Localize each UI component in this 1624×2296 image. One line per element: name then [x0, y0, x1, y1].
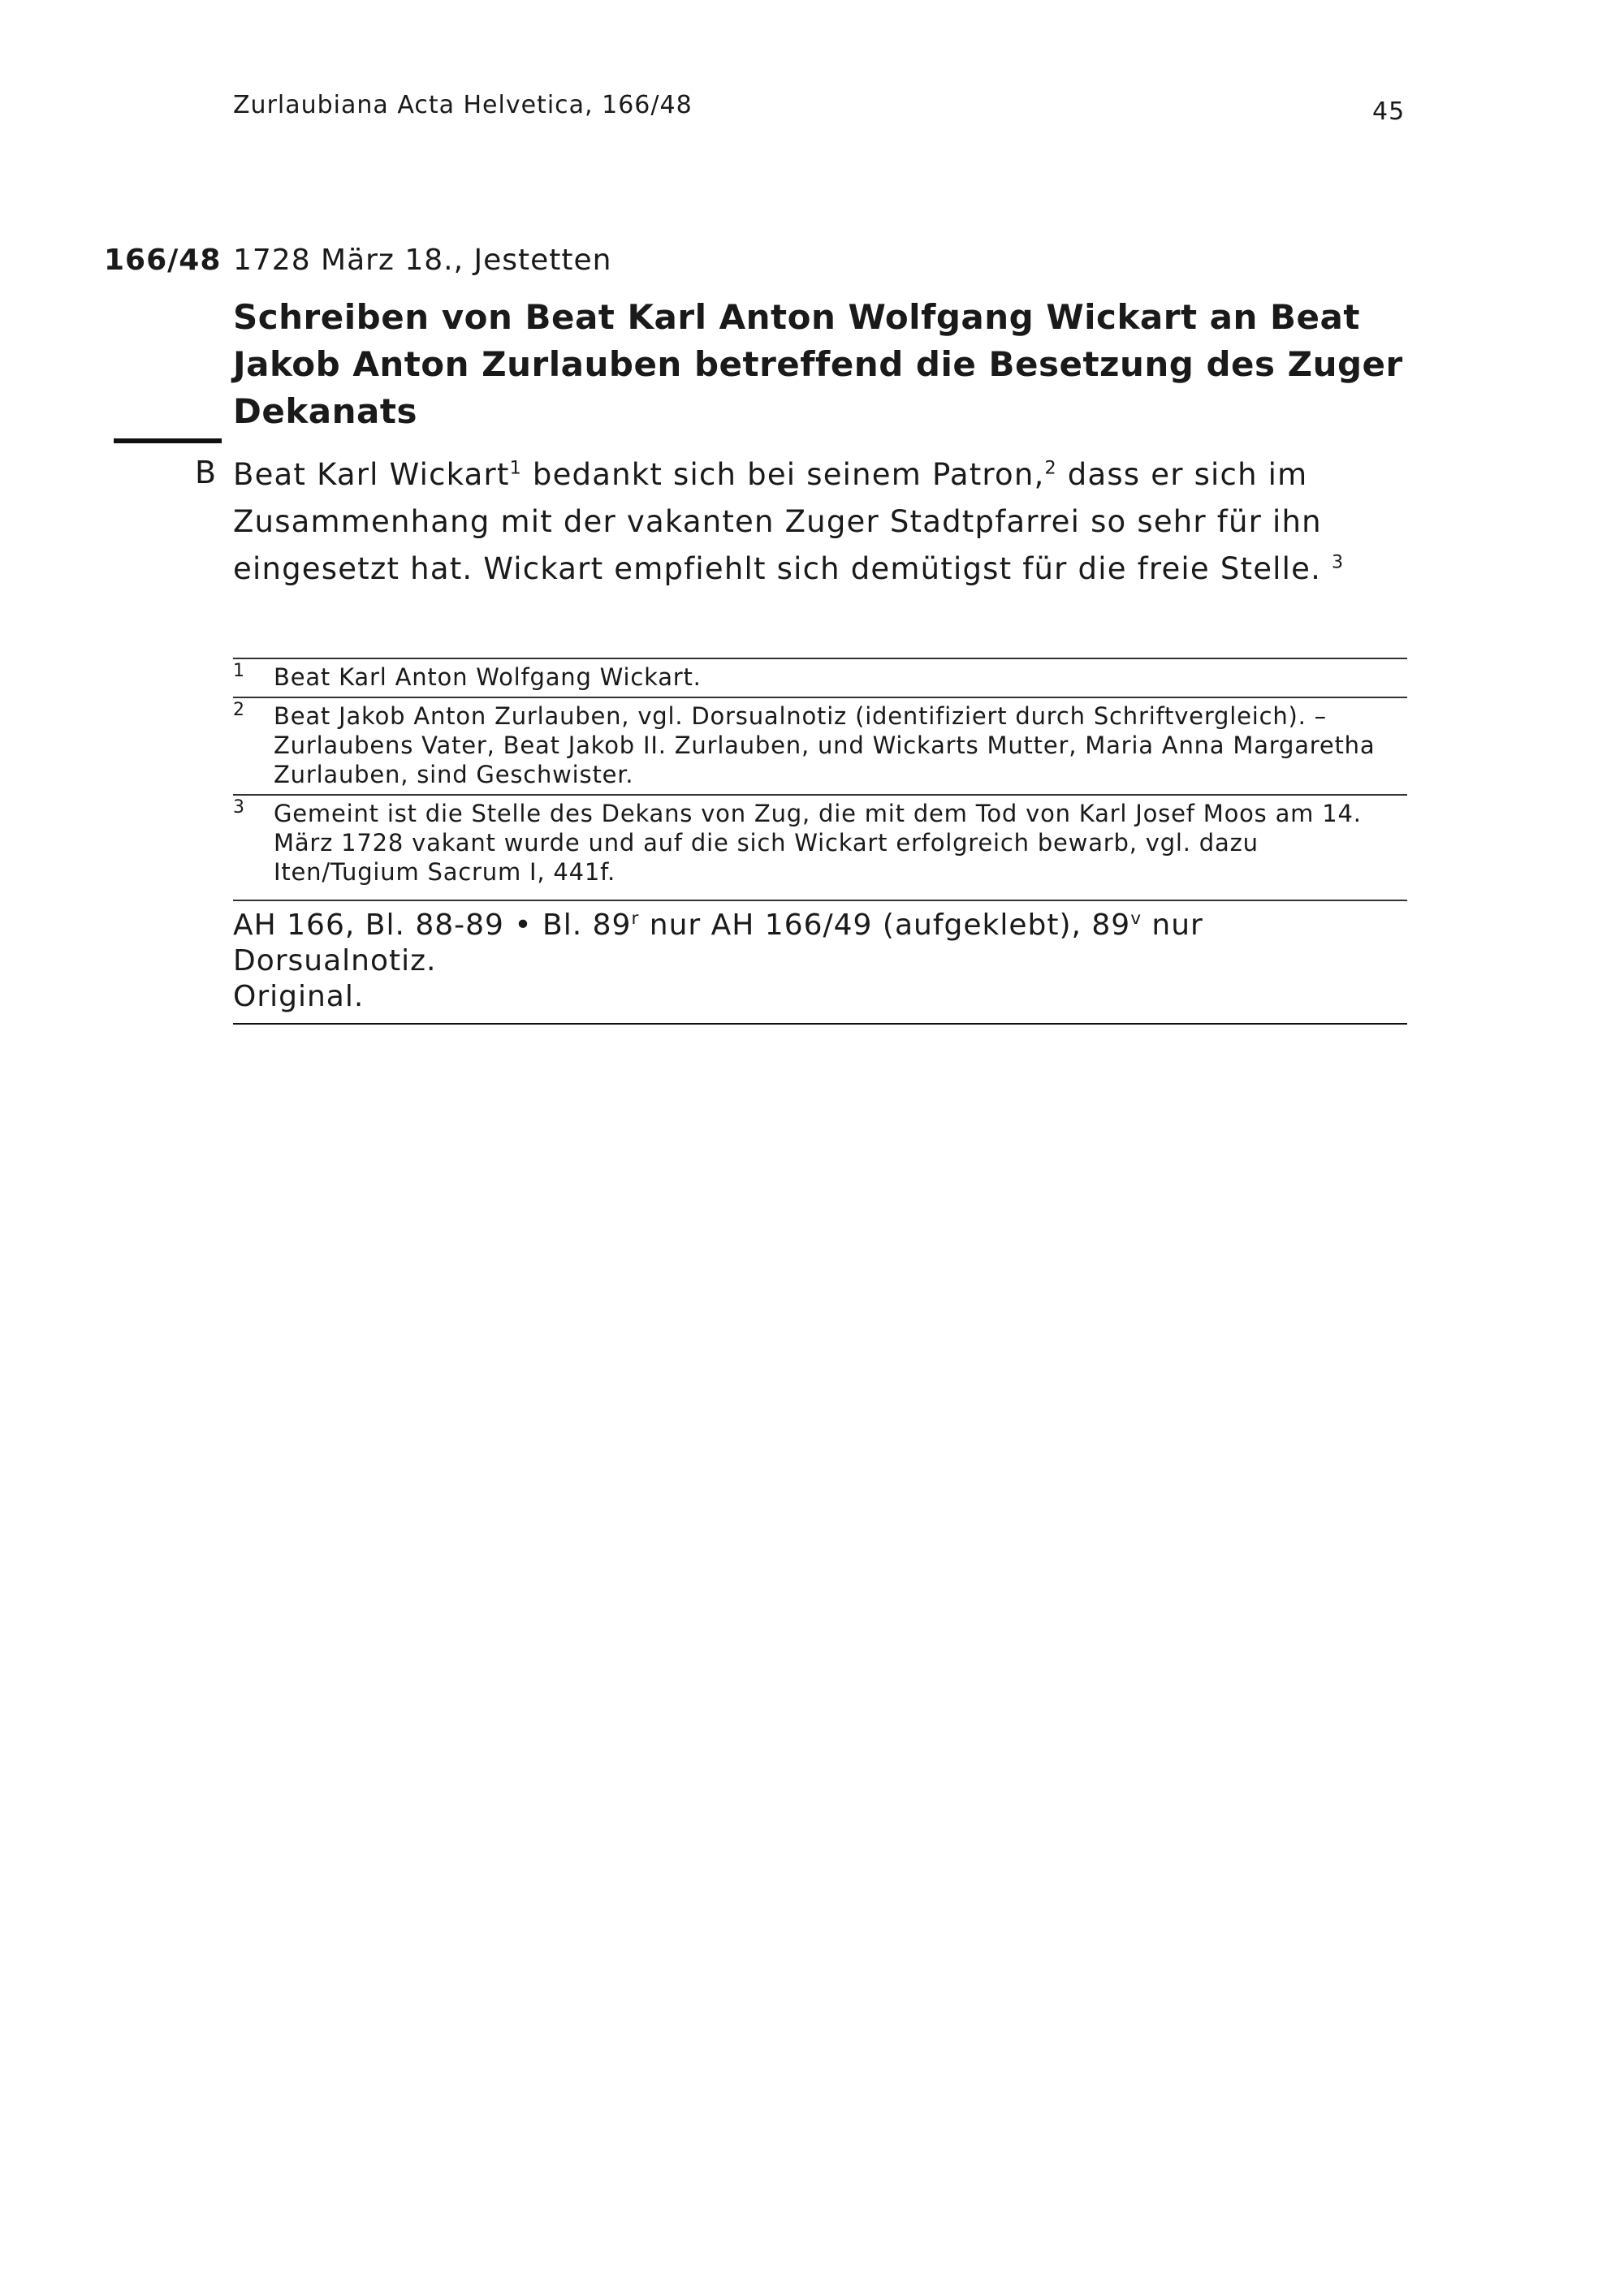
source-text: AH 166, Bl. 88-89 • Bl. 89 — [233, 908, 632, 942]
source-type: Original. — [233, 980, 365, 1013]
source-line — [233, 908, 1407, 979]
footnote-text: Beat Karl Anton Wolfgang Wickart. — [274, 663, 702, 691]
document-summary — [233, 451, 1410, 593]
verso-mark: v — [1130, 908, 1142, 929]
footnote — [233, 697, 1407, 794]
footnote — [233, 658, 1407, 697]
footnote-number: 2 — [233, 700, 244, 720]
source-reference — [233, 900, 1407, 1025]
section-marker: B — [195, 455, 217, 490]
footnotes — [233, 658, 1407, 891]
footnote-text: Beat Jakob Anton Zurlauben, vgl. Dorsualnotiz (identifiziert durch Schriftvergleich). – Zurlaubens Vater, Beat Jakob II. Zurlauben, und Wickarts Mutter, Maria Anna Margaretha Zurlauben, sind Geschwister. — [274, 702, 1376, 788]
document-date-place: 1728 März 18., Jestetten — [233, 244, 612, 277]
footnote-ref[interactable]: 3 — [1332, 551, 1345, 573]
document-title: Schreiben von Beat Karl Anton Wolfgang Wickart an Beat Jakob Anton Zurlauben betreffend die Besetzung des Zuger Dekanats — [233, 297, 1403, 431]
footnote-ref[interactable]: 2 — [1044, 457, 1057, 479]
recto-mark: r — [631, 908, 640, 929]
section-divider — [114, 438, 222, 443]
footnote-number: 1 — [233, 661, 244, 681]
footnote-text: Gemeint ist die Stelle des Dekans von Zug, die mit dem Tod von Karl Josef Moos am 14. März 1728 vakant wurde und auf die sich Wickart erfolgreich bewarb, vgl. dazu Iten/Tugium Sacrum I, 441f. — [274, 800, 1362, 886]
summary-text: dass er sich im Zusammenhang mit der vakanten Zuger Stadtpfarrei so sehr für ihn eingesetzt hat. Wickart empfiehlt sich demütigst für die freie Stelle. — [233, 457, 1322, 586]
source-text: nur AH 166/49 (aufgeklebt), 89 — [639, 908, 1131, 942]
footnote-ref[interactable]: 1 — [509, 457, 522, 479]
footnote — [233, 794, 1407, 891]
footnote-number: 3 — [233, 797, 244, 818]
document-number: 166/48 — [104, 244, 222, 277]
running-title: Zurlaubiana Acta Helvetica, 166/48 — [233, 91, 693, 119]
summary-text: Beat Karl Wickart — [233, 457, 510, 492]
source-text: nur Dorsualnotiz. — [233, 908, 1203, 978]
summary-text: bedankt sich bei seinem Patron, — [521, 457, 1045, 492]
page-number: 45 — [1372, 97, 1406, 126]
